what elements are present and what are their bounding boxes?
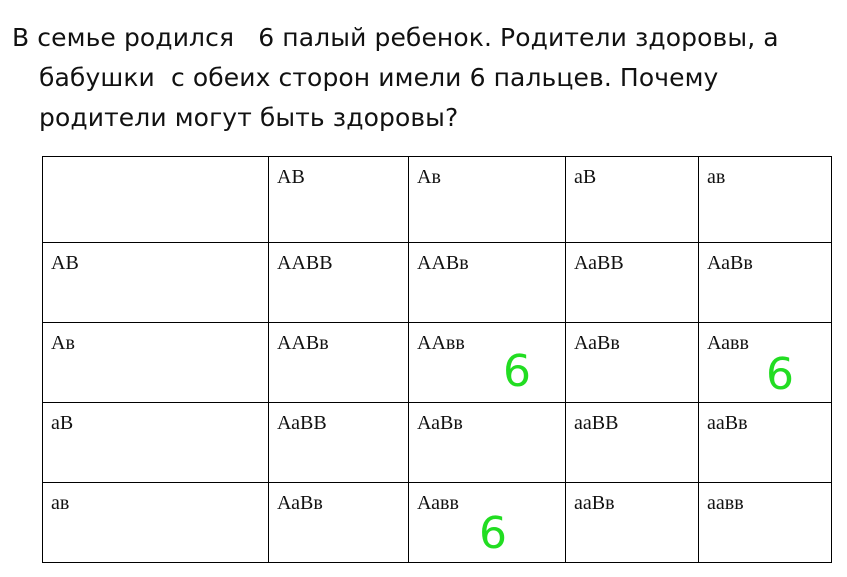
genotype-cell: ААВв xyxy=(269,323,409,403)
row-header-cell: аВ xyxy=(43,403,269,483)
table-row xyxy=(43,403,832,483)
genotype-cell: ааВВ xyxy=(566,403,699,483)
row-header-cell: АВ xyxy=(43,243,269,323)
genotype-cell: Аавв xyxy=(409,483,566,563)
punnett-square-table xyxy=(42,156,832,563)
genotype-cell: АаВв xyxy=(269,483,409,563)
table-row xyxy=(43,483,832,563)
table-row xyxy=(43,323,832,403)
genotype-cell: АаВВ xyxy=(269,403,409,483)
handwritten-six-mark: 6 xyxy=(766,349,794,400)
column-header-cell: аВ xyxy=(566,157,699,243)
question-line-1: В семье родился 6 палый ребенок. Родители здоровы, а xyxy=(12,23,779,52)
column-header-cell: АВ xyxy=(269,157,409,243)
table-corner-cell xyxy=(43,157,269,243)
genotype-cell: ааВв xyxy=(699,403,832,483)
genotype-cell: аавв xyxy=(699,483,832,563)
genotype-cell: ААВв xyxy=(409,243,566,323)
question-text xyxy=(12,18,832,138)
genotype-cell: ААВВ xyxy=(269,243,409,323)
genotype-cell: АаВВ xyxy=(566,243,699,323)
table-row xyxy=(43,243,832,323)
column-header-cell: ав xyxy=(699,157,832,243)
handwritten-six-mark: 6 xyxy=(503,346,531,397)
handwritten-six-mark: 6 xyxy=(479,508,507,559)
row-header-cell: ав xyxy=(43,483,269,563)
column-header-cell: Ав xyxy=(409,157,566,243)
genotype-cell: АаВв xyxy=(699,243,832,323)
genotype-cell: ааВв xyxy=(566,483,699,563)
genotype-cell: АаВв xyxy=(409,403,566,483)
row-header-cell: Ав xyxy=(43,323,269,403)
genotype-cell: Аавв xyxy=(699,323,832,403)
question-line-3: родители могут быть здоровы? xyxy=(39,103,459,132)
table-header-row xyxy=(43,157,832,243)
genotype-cell: АаВв xyxy=(566,323,699,403)
genotype-cell: ААвв xyxy=(409,323,566,403)
question-line-2: бабушки с обеих сторон имели 6 пальцев. Почему xyxy=(39,63,719,92)
